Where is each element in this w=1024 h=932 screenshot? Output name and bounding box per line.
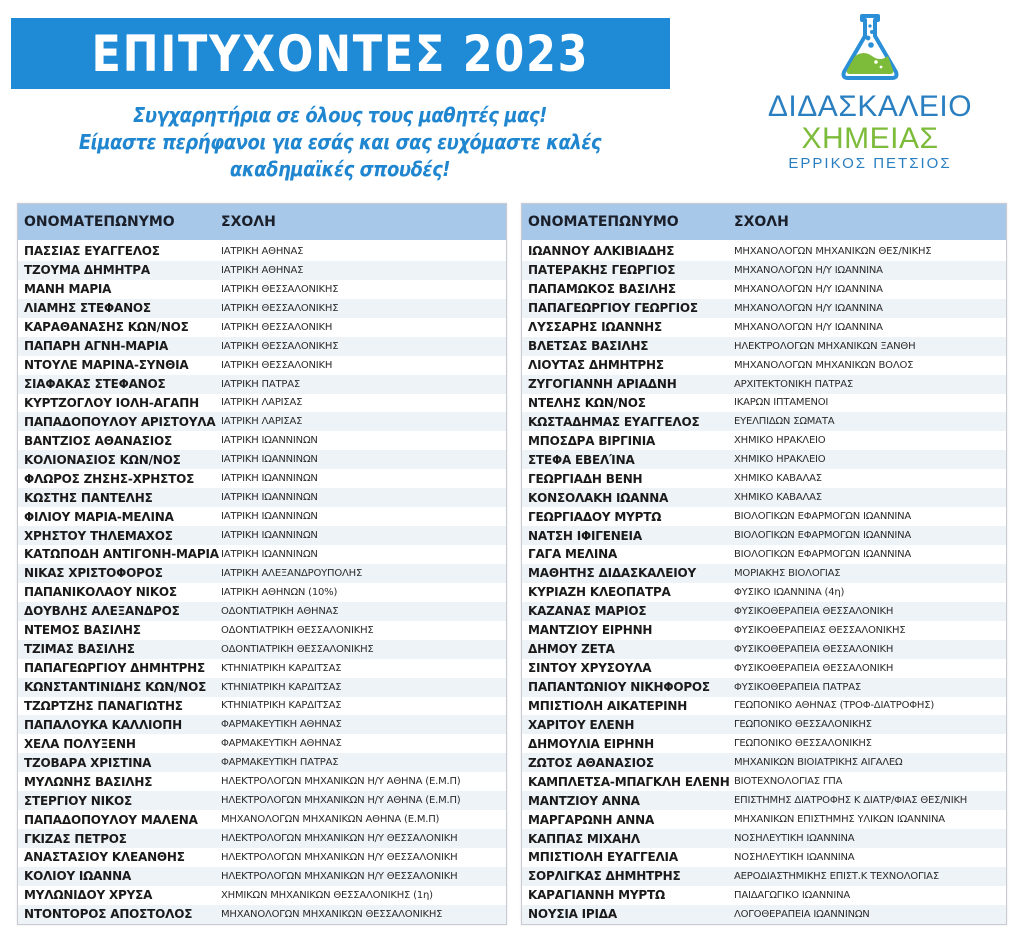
student-name: ΣΙΑΦΑΚΑΣ ΣΤΕΦΑΝΟΣ [24,377,166,392]
school-name: ΙΑΤΡΙΚΗ ΘΕΣΣΑΛΟΝΙΚΗΣ [221,283,339,295]
flask-icon [838,12,902,82]
student-name: ΖΥΓΟΓΙΑΝΝΗ ΑΡΙΑΔΝΗ [528,377,677,392]
table-row [522,526,1006,545]
table-row [522,905,1006,924]
student-name: ΠΑΠΑΛΟΥΚΑ ΚΑΛΛΙΟΠΗ [24,717,182,732]
school-name: ΙΑΤΡΙΚΗ ΙΩΑΝΝΙΝΩΝ [221,435,318,447]
table-row [522,356,1006,375]
logo-text-chemistry: ΧΗΜΕΙΑΣ [801,122,939,155]
school-name: ΚΤΗΝΙΑΤΡΙΚΗ ΚΑΡΔΙΤΣΑΣ [221,700,342,712]
student-name: ΠΑΤΕΡΑΚΗΣ ΓΕΩΡΓΙΟΣ [528,263,676,278]
student-name: ΚΥΡΙΑΖΗ ΚΛΕΟΠΑΤΡΑ [528,585,671,600]
table-row [522,659,1006,678]
school-name: ΧΗΜΙΚΟ ΗΡΑΚΛΕΙΟ [734,435,826,447]
school-name: ΙΑΤΡΙΚΗ ΑΘΗΝΑΣ [221,264,304,276]
student-name: ΚΑΡΑΓΙΑΝΝΗ ΜΥΡΤΩ [528,888,665,903]
student-name: ΤΖΙΜΑΣ ΒΑΣΙΛΗΣ [24,642,135,657]
student-name: ΑΝΑΣΤΑΣΙΟΥ ΚΛΕΑΝΘΗΣ [24,850,185,865]
student-name: ΜΠΟΣΔΡΑ ΒΙΡΓΙΝΙΑ [528,433,656,448]
school-name: ΧΗΜΙΚΟ ΗΡΑΚΛΕΙΟ [734,454,826,466]
student-name: ΖΩΤΟΣ ΑΘΑΝΑΣΙΟΣ [528,755,654,770]
school-name: ΙΑΤΡΙΚΗ ΠΑΤΡΑΣ [221,378,300,390]
results-table-left [17,203,507,925]
school-name: ΙΚΑΡΩΝ ΙΠΤΑΜΕΝΟΙ [734,397,829,409]
school-name: ΜΗΧΑΝΙΚΩΝ ΒΙΟΙΑΤΡΙΚΗΣ ΑΙΓΑΛΕΩ [734,757,903,769]
table-row [18,678,506,697]
student-name: ΣΤΕΦΑ ΕΒΕΛΊΝΑ [528,452,635,467]
table-row [522,734,1006,753]
table-row [18,412,506,431]
student-name: ΧΡΗΣΤΟΥ ΤΗΛΕΜΑΧΟΣ [24,528,173,543]
student-name: ΜΥΛΩΝΙΔΟΥ ΧΡΥΣΑ [24,888,153,903]
table-row [522,640,1006,659]
school-name: ΓΕΩΠΟΝΙΚΟ ΑΘΗΝΑΣ (ΤΡΟΦ-ΔΙΑΤΡΟΦΗΣ) [734,700,935,712]
table-body [522,240,1006,924]
student-name: ΦΛΩΡΟΣ ΖΗΣΗΣ-ΧΡΗΣΤΟΣ [24,471,195,486]
table-header [18,204,506,240]
student-name: ΒΑΝΤΖΙΟΣ ΑΘΑΝΑΣΙΟΣ [24,433,172,448]
school-name: ΦΥΣΙΚΟΘΕΡΑΠΕΙΑ ΘΕΣΣΑΛΟΝΙΚΗ [734,605,894,617]
table-row [522,337,1006,356]
student-name: ΔΟΥΒΛΗΣ ΑΛΕΞΑΝΔΡΟΣ [24,604,180,619]
student-name: ΧΑΡΙΤΟΥ ΕΛΕΝΗ [528,717,635,732]
student-name: ΓΚΙΖΑΣ ΠΕΤΡΟΣ [24,831,127,846]
school-name: ΦΑΡΜΑΚΕΥΤΙΚΗ ΑΘΗΝΑΣ [221,719,342,731]
school-name: ΜΗΧΑΝΟΛΟΓΩΝ ΜΗΧΑΝΙΚΩΝ ΘΕΣ/ΝΙΚΗΣ [734,245,932,257]
table-row [522,431,1006,450]
school-name: ΕΥΕΛΠΙΔΩΝ ΣΩΜΑΤΑ [734,416,835,428]
school-name: ΙΑΤΡΙΚΗ ΙΩΑΝΝΙΝΩΝ [221,530,318,542]
student-name: ΛΙΑΜΗΣ ΣΤΕΦΑΝΟΣ [24,301,151,316]
table-row [18,261,506,280]
school-name: ΟΔΟΝΤΙΑΤΡΙΚΗ ΘΕΣΣΑΛΟΝΙΚΗΣ [221,624,374,636]
school-name: ΑΡΧΙΤΕΚΤΟΝΙΚΗ ΠΑΤΡΑΣ [734,378,853,390]
table-row [522,829,1006,848]
school-name: ΙΑΤΡΙΚΗ ΘΕΣΣΑΛΟΝΙΚΗΣ [221,340,339,352]
student-name: ΓΕΩΡΓΙΑΔΗ ΒΕΝΗ [528,471,643,486]
student-name: ΛΥΣΣΑΡΗΣ ΙΩΑΝΝΗΣ [528,320,662,335]
student-name: ΝΤΟΝΤΟΡΟΣ ΑΠΟΣΤΟΛΟΣ [24,907,193,922]
table-row [522,375,1006,394]
school-name: ΕΠΙΣΤΗΜΗΣ ΔΙΑΤΡΟΦΗΣ Κ ΔΙΑΤΡ/ΦΙΑΣ ΘΕΣ/ΝΙΚΗ [734,795,968,807]
table-row [522,678,1006,697]
student-name: ΚΩΝΣΤΑΝΤΙΝΙΔΗΣ ΚΩΝ/ΝΟΣ [24,680,207,695]
table-row [522,753,1006,772]
school-name: ΒΙΟΛΟΓΙΚΩΝ ΕΦΑΡΜΟΓΩΝ ΙΩΑΝΝΙΝΑ [734,530,912,542]
school-name: ΗΛΕΚΤΡΟΛΟΓΩΝ ΜΗΧΑΝΙΚΩΝ Η/Υ ΑΘΗΝΑ (Ε.Μ.Π) [221,776,461,788]
school-name: ΑΕΡΟΔΙΑΣΤΗΜΙΚΗΣ ΕΠΙΣΤ.Κ ΤΕΧΝΟΛΟΓΙΑΣ [734,870,939,882]
school-name: ΙΑΤΡΙΚΗ ΑΘΗΝΩΝ (10%) [221,586,338,598]
table-row [522,772,1006,791]
school-name: ΓΕΩΠΟΝΙΚΟ ΘΕΣΣΑΛΟΝΙΚΗΣ [734,738,872,750]
school-name: ΚΤΗΝΙΑΤΡΙΚΗ ΚΑΡΔΙΤΣΑΣ [221,662,342,674]
table-row [522,394,1006,413]
table-row [18,526,506,545]
student-name: ΜΑΝΤΖΙΟΥ ΑΝΝΑ [528,793,640,808]
table-row [18,867,506,886]
school-name: ΜΗΧΑΝΟΛΟΓΩΝ ΜΗΧΑΝΙΚΩΝ ΑΘΗΝΑ (Ε.Μ.Π) [221,814,440,826]
table-row [18,507,506,526]
student-name: ΣΤΕΡΓΙΟΥ ΝΙΚΟΣ [24,793,132,808]
student-name: ΔΗΜΟΥ ΖΕΤΑ [528,642,615,657]
table-header [522,204,1006,240]
table-row [522,412,1006,431]
table-row [18,469,506,488]
student-name: ΚΩΣΤΑΔΗΜΑΣ ΕΥΑΓΓΕΛΟΣ [528,414,700,429]
table-row [18,394,506,413]
logo-text-didaskaleio: ΔΙΔΑΣΚΑΛΕΙΟ [767,90,973,123]
table-row [18,697,506,716]
school-name: ΗΛΕΚΤΡΟΛΟΓΩΝ ΜΗΧΑΝΙΚΩΝ Η/Υ ΘΕΣΣΑΛΟΝΙΚΗ [221,833,458,845]
school-name: ΦΥΣΙΚΟΘΕΡΑΠΕΙΑ ΘΕΣΣΑΛΟΝΙΚΗ [734,643,894,655]
table-row [522,715,1006,734]
student-name: ΚΑΜΠΛΕΤΣΑ-ΜΠΑΓΚΛΗ ΕΛΕΝΗ [528,774,730,789]
student-name: ΙΩΑΝΝΟΥ ΑΛΚΙΒΙΑΔΗΣ [528,244,675,259]
column-header-name: ΟΝΟΜΑΤΕΠΩΝΥΜΟ [528,214,679,230]
table-row [18,905,506,924]
school-name: ΚΤΗΝΙΑΤΡΙΚΗ ΚΑΡΔΙΤΣΑΣ [221,681,342,693]
student-name: ΠΑΠΑΝΤΩΝΙΟΥ ΝΙΚΗΦΟΡΟΣ [528,680,710,695]
table-row [18,356,506,375]
school-name: ΙΑΤΡΙΚΗ ΙΩΑΝΝΙΝΩΝ [221,548,318,560]
school-name: ΟΔΟΝΤΙΑΤΡΙΚΗ ΘΕΣΣΑΛΟΝΙΚΗΣ [221,643,374,655]
table-row [18,848,506,867]
school-name: ΜΟΡΙΑΚΗΣ ΒΙΟΛΟΓΙΑΣ [734,567,841,579]
student-name: ΜΠΙΣΤΙΟΛΗ ΑΙΚΑΤΕΡΙΝΗ [528,698,688,713]
school-name: ΝΟΣΗΛΕΥΤΙΚΗ ΙΩΑΝΝΙΝΑ [734,851,855,863]
school-name: ΠΑΙΔΑΓΩΓΙΚΟ ΙΩΑΝΝΙΝΑ [734,889,850,901]
table-body [18,240,506,924]
results-table-right [521,203,1007,925]
table-row [18,488,506,507]
table-row [522,791,1006,810]
table-row [522,848,1006,867]
school-name: ΦΥΣΙΚΟΘΕΡΑΠΕΙΑ ΠΑΤΡΑΣ [734,681,862,693]
table-row [18,734,506,753]
school-name: ΙΑΤΡΙΚΗ ΘΕΣΣΑΛΟΝΙΚΗΣ [221,302,339,314]
congratulations-message [30,102,650,183]
student-name: ΜΥΛΩΝΗΣ ΒΑΣΙΛΗΣ [24,774,153,789]
school-name: ΗΛΕΚΤΡΟΛΟΓΩΝ ΜΗΧΑΝΙΚΩΝ Η/Υ ΑΘΗΝΑ (Ε.Μ.Π) [221,795,461,807]
school-name: ΙΑΤΡΙΚΗ ΘΕΣΣΑΛΟΝΙΚΗ [221,359,333,371]
school-name: ΗΛΕΚΤΡΟΛΟΓΩΝ ΜΗΧΑΝΙΚΩΝ Η/Υ ΘΕΣΣΑΛΟΝΙΚΗ [221,870,458,882]
table-row [522,810,1006,829]
table-row [18,791,506,810]
table-row [18,715,506,734]
school-name: ΙΑΤΡΙΚΗ ΛΑΡΙΣΑΣ [221,397,303,409]
school-name: ΙΑΤΡΙΚΗ ΑΘΗΝΑΣ [221,245,304,257]
student-name: ΧΕΛΑ ΠΟΛΥΞΕΝΗ [24,736,136,751]
table-row [522,867,1006,886]
student-name: ΜΠΙΣΤΙΟΛΗ ΕΥΑΓΓΕΛΙΑ [528,850,678,865]
table-row [18,640,506,659]
table-row [522,450,1006,469]
subtitle-line: ακαδημαϊκές σπουδές! [229,157,451,181]
student-name: ΚΟΛΙΟΝΑΣΙΟΣ ΚΩΝ/ΝΟΣ [24,452,181,467]
column-header-school: ΣΧΟΛΗ [221,214,276,230]
school-name: ΦΥΣΙΚΟ ΙΩΑΝΝΙΝΑ (4η) [734,586,845,598]
student-name: ΝΤΟΥΛΕ ΜΑΡΙΝΑ-ΣΥΝΘΙΑ [24,358,189,373]
table-row [18,431,506,450]
student-name: ΚΑΖΑΝΑΣ ΜΑΡΙΟΣ [528,604,647,619]
table-row [18,602,506,621]
school-name: ΜΗΧΑΝΟΛΟΓΩΝ Η/Υ ΙΩΑΝΝΙΝΑ [734,283,883,295]
table-row [18,829,506,848]
table-row [522,488,1006,507]
school-name: ΜΗΧΑΝΟΛΟΓΩΝ Η/Υ ΙΩΑΝΝΙΝΑ [734,302,883,314]
student-name: ΒΛΕΤΣΑΣ ΒΑΣΙΛΗΣ [528,339,649,354]
student-name: ΠΑΠΑΓΕΩΡΓΙΟΥ ΓΕΩΡΓΙΟΣ [528,301,698,316]
student-name: ΠΑΠΑΔΟΠΟΥΛΟΥ ΑΡΙΣΤΟΥΛΑ [24,414,216,429]
school-name: ΜΗΧΑΝΟΛΟΓΩΝ Η/Υ ΙΩΑΝΝΙΝΑ [734,264,883,276]
table-row [18,564,506,583]
student-name: ΓΕΩΡΓΙΑΔΟΥ ΜΥΡΤΩ [528,509,662,524]
school-name: ΧΗΜΙΚΟ ΚΑΒΑΛΑΣ [734,492,822,504]
student-name: ΚΑΠΠΑΣ ΜΙΧΑΗΛ [528,831,641,846]
school-name: ΙΑΤΡΙΚΗ ΙΩΑΝΝΙΝΩΝ [221,454,318,466]
student-name: ΚΟΛΙΟΥ ΙΩΑΝΝΑ [24,869,132,884]
table-row [18,450,506,469]
table-row [522,583,1006,602]
student-name: ΝΙΚΑΣ ΧΡΙΣΤΟΦΟΡΟΣ [24,566,163,581]
table-row [522,242,1006,261]
student-name: ΜΑΝΗ ΜΑΡΙΑ [24,282,112,297]
student-name: ΚΑΡΑΘΑΝΑΣΗΣ ΚΩΝ/ΝΟΣ [24,320,189,335]
student-name: ΤΖΟΥΜΑ ΔΗΜΗΤΡΑ [24,263,150,278]
table-row [18,375,506,394]
subtitle-line: Είμαστε περήφανοι για εσάς και σας ευχόμαστε καλές [78,130,602,154]
student-name: ΝΤΕΛΗΣ ΚΩΝ/ΝΟΣ [528,395,646,410]
subtitle-line: Συγχαρητήρια σε όλους τους μαθητές μας! [133,103,547,127]
column-header-school: ΣΧΟΛΗ [734,214,789,230]
school-name: ΙΑΤΡΙΚΗ ΙΩΑΝΝΙΝΩΝ [221,492,318,504]
school-name: ΦΑΡΜΑΚΕΥΤΙΚΗ ΠΑΤΡΑΣ [221,757,339,769]
table-row [18,810,506,829]
school-logo [752,12,988,177]
table-row [522,280,1006,299]
table-row [522,621,1006,640]
school-name: ΙΑΤΡΙΚΗ ΛΑΡΙΣΑΣ [221,416,303,428]
table-row [18,299,506,318]
student-name: ΔΗΜΟΥΛΙΑ ΕΙΡΗΝΗ [528,736,654,751]
table-row [18,337,506,356]
student-name: ΜΑΘΗΤΗΣ ΔΙΔΑΣΚΑΛΕΙΟΥ [528,566,697,581]
school-name: ΙΑΤΡΙΚΗ ΑΛΕΞΑΝΔΡΟΥΠΟΛΗΣ [221,567,363,579]
school-name: ΙΑΤΡΙΚΗ ΙΩΑΝΝΙΝΩΝ [221,511,318,523]
school-name: ΜΗΧΑΝΟΛΟΓΩΝ ΜΗΧΑΝΙΚΩΝ ΘΕΣΣΑΛΟΝΙΚΗΣ [221,908,443,920]
school-name: ΒΙΟΤΕΧΝΟΛΟΓΙΑΣ ΓΠΑ [734,776,843,788]
table-row [18,772,506,791]
student-name: ΣΙΝΤΟΥ ΧΡΥΣΟΥΛΑ [528,661,652,676]
school-name: ΝΟΣΗΛΕΥΤΙΚΗ ΙΩΑΝΝΙΝΑ [734,833,855,845]
table-row [522,886,1006,905]
school-name: ΧΗΜΙΚΟ ΚΑΒΑΛΑΣ [734,473,822,485]
table-row [522,564,1006,583]
student-name: ΠΑΠΑΝΙΚΟΛΑΟΥ ΝΙΚΟΣ [24,585,177,600]
table-row [522,697,1006,716]
student-name: ΤΖΟΒΑΡΑ ΧΡΙΣΤΙΝΑ [24,755,152,770]
school-name: ΙΑΤΡΙΚΗ ΙΩΑΝΝΙΝΩΝ [221,473,318,485]
school-name: ΙΑΤΡΙΚΗ ΘΕΣΣΑΛΟΝΙΚΗ [221,321,333,333]
table-row [522,318,1006,337]
student-name: ΓΑΓΑ ΜΕΛΙΝΑ [528,547,618,562]
title-banner [11,18,670,89]
school-name: ΗΛΕΚΤΡΟΛΟΓΩΝ ΜΗΧΑΝΙΚΩΝ Η/Υ ΘΕΣΣΑΛΟΝΙΚΗ [221,851,458,863]
page-title: ΕΠΙΤΥΧΟΝΤΕΣ 2023 [91,24,590,83]
table-row [522,545,1006,564]
student-name: ΚΩΣΤΗΣ ΠΑΝΤΕΛΗΣ [24,490,153,505]
school-name: ΦΑΡΜΑΚΕΥΤΙΚΗ ΑΘΗΝΑΣ [221,738,342,750]
table-row [522,469,1006,488]
school-name: ΜΗΧΑΝΟΛΟΓΩΝ ΜΗΧΑΝΙΚΩΝ ΒΟΛΟΣ [734,359,914,371]
student-name: ΜΑΝΤΖΙΟΥ ΕΙΡΗΝΗ [528,623,653,638]
table-row [522,507,1006,526]
school-name: ΒΙΟΛΟΓΙΚΩΝ ΕΦΑΡΜΟΓΩΝ ΙΩΑΝΝΙΝΑ [734,511,912,523]
table-row [18,545,506,564]
student-name: ΠΑΣΣΙΑΣ ΕΥΑΓΓΕΛΟΣ [24,244,160,259]
school-name: ΗΛΕΚΤΡΟΛΟΓΩΝ ΜΗΧΑΝΙΚΩΝ ΞΑΝΘΗ [734,340,916,352]
student-name: ΠΑΠΑΡΗ ΑΓΝΗ-ΜΑΡΙΑ [24,339,169,354]
student-name: ΜΑΡΓΑΡΩΝΗ ΑΝΝΑ [528,812,655,827]
table-row [18,753,506,772]
school-name: ΛΟΓΟΘΕΡΑΠΕΙΑ ΙΩΑΝΝΙΝΩΝ [734,908,870,920]
student-name: ΤΖΩΡΤΖΗΣ ΠΑΝΑΓΙΩΤΗΣ [24,698,183,713]
school-name: ΒΙΟΛΟΓΙΚΩΝ ΕΦΑΡΜΟΓΩΝ ΙΩΑΝΝΙΝΑ [734,548,912,560]
student-name: ΦΙΛΙΟΥ ΜΑΡΙΑ-ΜΕΛΙΝΑ [24,509,174,524]
school-name: ΦΥΣΙΚΟΘΕΡΑΠΕΙΑ ΘΕΣΣΑΛΟΝΙΚΗ [734,662,894,674]
student-name: ΛΙΟΥΤΑΣ ΔΗΜΗΤΡΗΣ [528,358,664,373]
table-row [18,659,506,678]
student-name: ΝΑΤΣΗ ΙΦΙΓΕΝΕΙΑ [528,528,642,543]
student-name: ΠΑΠΑΜΩΚΟΣ ΒΑΣΙΛΗΣ [528,282,676,297]
table-row [18,886,506,905]
student-name: ΠΑΠΑΓΕΩΡΓΙΟΥ ΔΗΜΗΤΡΗΣ [24,661,206,676]
table-row [18,621,506,640]
table-row [522,261,1006,280]
school-name: ΦΥΣΙΚΟΘΕΡΑΠΕΙΑΣ ΘΕΣΣΑΛΟΝΙΚΗΣ [734,624,906,636]
table-row [18,242,506,261]
table-row [18,280,506,299]
student-name: ΠΑΠΑΔΟΠΟΥΛΟΥ ΜΑΛΕΝΑ [24,812,198,827]
student-name: ΚΥΡΤΖΟΓΛΟΥ ΙΟΛΗ-ΑΓΑΠΗ [24,395,199,410]
table-row [18,318,506,337]
student-name: ΣΟΡΛΙΓΚΑΣ ΔΗΜΗΤΡΗΣ [528,869,681,884]
school-name: ΧΗΜΙΚΩΝ ΜΗΧΑΝΙΚΩΝ ΘΕΣΣΑΛΟΝΙΚΗΣ (1η) [221,889,433,901]
table-row [522,299,1006,318]
column-header-name: ΟΝΟΜΑΤΕΠΩΝΥΜΟ [24,214,175,230]
logo-text-owner: ΕΡΡΙΚΟΣ ΠΕΤΣΙΟΣ [788,155,952,172]
student-name: ΝΤΕΜΟΣ ΒΑΣΙΛΗΣ [24,623,141,638]
school-name: ΜΗΧΑΝΟΛΟΓΩΝ Η/Υ ΙΩΑΝΝΙΝΑ [734,321,883,333]
school-name: ΟΔΟΝΤΙΑΤΡΙΚΗ ΑΘΗΝΑΣ [221,605,339,617]
school-name: ΓΕΩΠΟΝΙΚΟ ΘΕΣΣΑΛΟΝΙΚΗΣ [734,719,872,731]
table-row [522,602,1006,621]
student-name: ΚΑΤΩΠΟΔΗ ΑΝΤΙΓΟΝΗ-ΜΑΡΙΑ [24,547,219,562]
table-row [18,583,506,602]
student-name: ΚΟΝΣΟΛΑΚΗ ΙΩΑΝΝΑ [528,490,669,505]
student-name: ΝΟΥΣΙΑ ΙΡΙΔΑ [528,907,617,922]
school-name: ΜΗΧΑΝΙΚΩΝ ΕΠΙΣΤΗΜΗΣ ΥΛΙΚΩΝ ΙΩΑΝΝΙΝΑ [734,814,945,826]
